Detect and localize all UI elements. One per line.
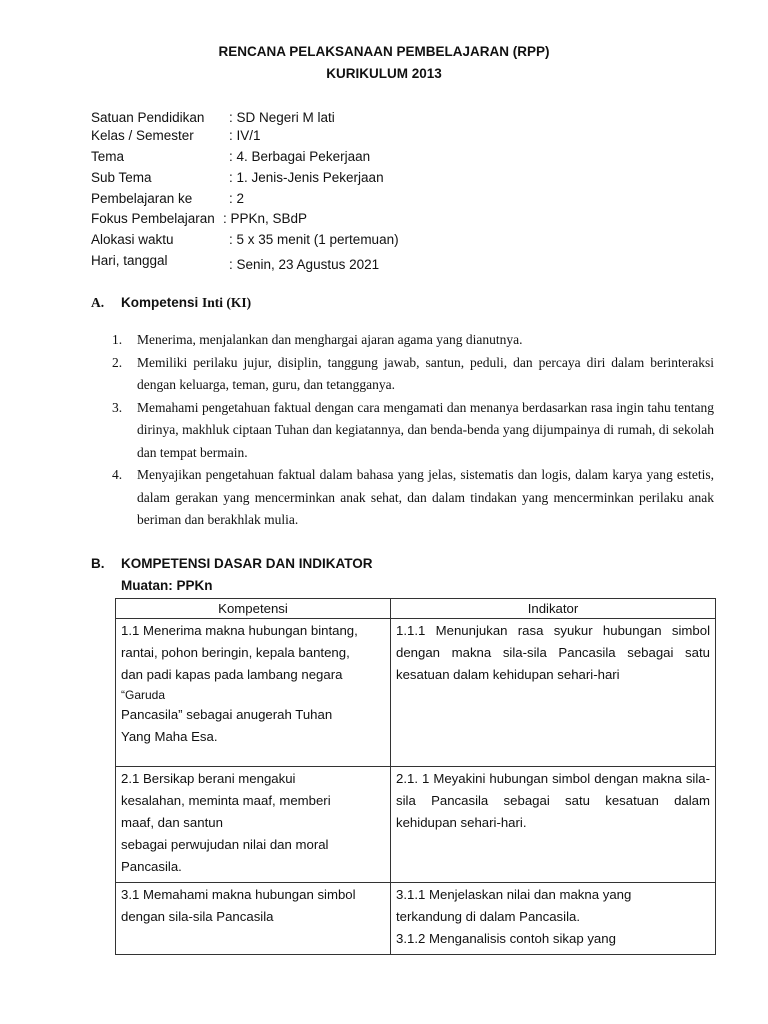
cell-line: Pancasila” sebagai anugerah Tuhan	[121, 707, 333, 722]
cell-line: dengan sila-sila Pancasila	[121, 909, 274, 924]
indikator-cell	[391, 883, 716, 955]
table-row	[116, 619, 716, 767]
cell-text: 2.1. 1 Meyakini hubungan simbol dengan makna sila-sila Pancasila sebagai satu kesatuan dalam kehidupan sehari-hari.	[396, 771, 710, 830]
list-number: 2.	[112, 354, 123, 370]
list-item	[112, 352, 714, 397]
column-header-indikator: Indikator	[391, 599, 716, 619]
info-value: : SD Negeri M lati	[229, 110, 335, 125]
muatan-label: Muatan: PPKn	[121, 578, 213, 593]
info-label: Hari, tanggal	[91, 253, 168, 268]
section-title: KOMPETENSI DASAR DAN INDIKATOR	[121, 556, 373, 571]
document-subtitle: KURIKULUM 2013	[326, 66, 442, 81]
list-item	[112, 464, 714, 532]
cell-line: rantai, pohon beringin, kepala banteng,	[121, 645, 350, 660]
kompetensi-cell	[116, 883, 391, 955]
list-number: 4.	[112, 467, 123, 482]
info-row-fokus-pembelajaran	[91, 211, 711, 231]
list-item	[112, 329, 714, 352]
indikator-cell	[391, 619, 716, 767]
info-row-satuan-pendidikan	[91, 110, 711, 130]
info-value: : Senin, 23 Agustus 2021	[229, 257, 380, 272]
info-value: : 1. Jenis-Jenis Pekerjaan	[229, 170, 384, 185]
list-text: Memiliki perilaku jujur, disiplin, tanggung jawab, santun, peduli, dan percaya diri dalam berinteraksi dengan keluarga, teman, guru, dan tetangganya.	[137, 354, 714, 392]
list-number: 1.	[112, 332, 123, 347]
cell-line: 2.1 Bersikap berani mengakui	[121, 771, 296, 786]
cell-line: dan padi kapas pada lambang negara	[121, 667, 343, 682]
section-title-part: Inti (KI)	[202, 295, 252, 310]
info-label: Satuan Pendidikan	[91, 110, 205, 125]
list-text: Menerima, menjalankan dan menghargai ajaran agama yang dianutnya.	[137, 332, 523, 347]
info-value: : 4. Berbagai Pekerjaan	[229, 149, 371, 164]
info-row-tema	[91, 149, 711, 169]
info-row-hari-tanggal	[91, 253, 711, 273]
table-row	[116, 767, 716, 883]
info-label: Alokasi waktu	[91, 232, 174, 247]
table-row	[116, 883, 716, 955]
info-row-kelas-semester	[91, 128, 711, 148]
cell-line: Pancasila.	[121, 859, 182, 874]
section-title-part: Kompetensi	[121, 295, 203, 310]
cell-line: 3.1.2 Menganalisis contoh sikap yang	[396, 931, 616, 946]
table-header-row	[116, 599, 716, 619]
info-row-alokasi-waktu	[91, 232, 711, 252]
kompetensi-inti-list	[112, 329, 714, 532]
list-number: 3.	[112, 399, 123, 415]
cell-line: maaf, dan santun	[121, 815, 223, 830]
info-label: Sub Tema	[91, 170, 152, 185]
kompetensi-indikator-table	[115, 598, 716, 955]
info-label: Kelas / Semester	[91, 128, 194, 143]
section-marker: B.	[91, 556, 105, 571]
indikator-cell	[391, 767, 716, 883]
cell-line: sebagai perwujudan nilai dan moral	[121, 837, 329, 852]
info-value: : 5 x 35 menit (1 pertemuan)	[229, 232, 399, 247]
document-title: RENCANA PELAKSANAAN PEMBELAJARAN (RPP)	[218, 44, 550, 59]
section-title	[121, 295, 251, 311]
info-value: : 2	[229, 191, 245, 206]
list-item	[112, 397, 714, 465]
info-label: Tema	[91, 149, 125, 164]
cell-line: 3.1 Memahami makna hubungan simbol	[121, 887, 356, 902]
kompetensi-cell	[116, 767, 391, 883]
cell-line: 3.1.1 Menjelaskan nilai dan makna yang	[396, 887, 632, 902]
column-header-kompetensi: Kompetensi	[116, 599, 391, 619]
cell-line: 1.1 Menerima makna hubungan bintang,	[121, 623, 358, 638]
list-text: Menyajikan pengetahuan faktual dalam bahasa yang jelas, sistematis dan logis, dalam karya yang estetis, dalam gerakan yang mencerminkan anak sehat, dan dalam tindakan yang mencerminkan perilaku anak beriman dan berakhlak mulia.	[137, 467, 714, 527]
cell-text: 1.1.1 Menunjukan rasa syukur hubungan simbol dengan makna sila-sila Pancasila sebagai satu kesatuan dalam kehidupan sehari-hari	[396, 623, 710, 682]
kompetensi-cell	[116, 619, 391, 767]
info-label: Pembelajaran ke	[91, 191, 193, 206]
info-value: : IV/1	[229, 128, 261, 143]
info-label: Fokus Pembelajaran	[91, 211, 215, 226]
cell-line: kesalahan, meminta maaf, memberi	[121, 793, 331, 808]
cell-line: Yang Maha Esa.	[121, 729, 218, 744]
info-value: : PPKn, SBdP	[223, 211, 308, 226]
info-row-sub-tema	[91, 170, 711, 190]
info-row-pembelajaran-ke	[91, 191, 711, 211]
cell-line: terkandung di dalam Pancasila.	[396, 909, 581, 924]
section-marker: A.	[91, 295, 105, 310]
cell-line: “Garuda	[121, 688, 166, 702]
list-text: Memahami pengetahuan faktual dengan cara mengamati dan menanya berdasarkan rasa ingin tahu tentang dirinya, makhluk ciptaan Tuhan dan kegiatannya, dan benda-benda yang dijumpainya di rumah, di sekolah dan tempat bermain.	[137, 399, 714, 460]
